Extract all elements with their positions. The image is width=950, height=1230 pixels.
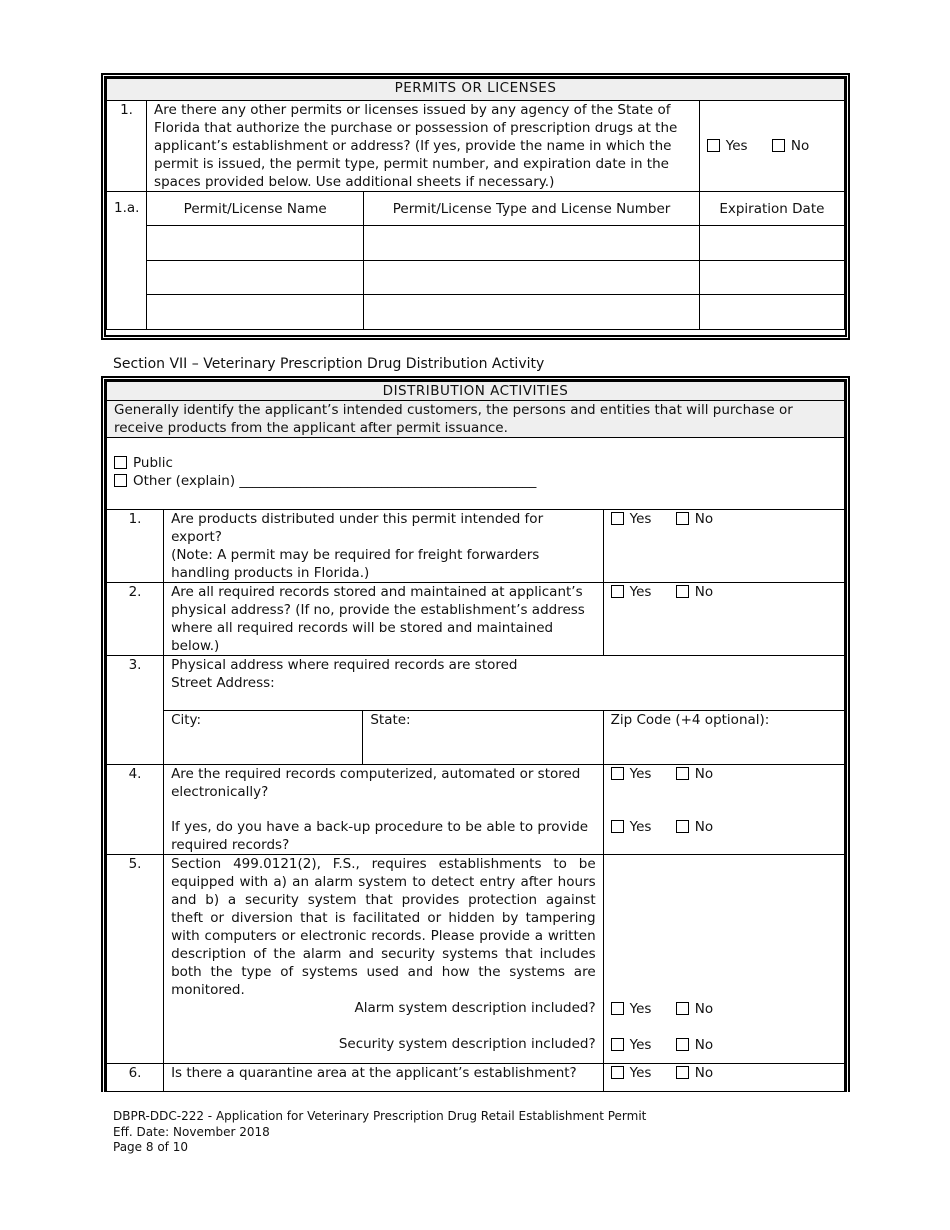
q3-zip-field[interactable] — [603, 711, 844, 765]
q3-city-label: City: — [171, 712, 202, 728]
public-label: Public — [133, 455, 173, 471]
permit-name-field-1[interactable] — [147, 226, 364, 261]
permits-q1a-number — [107, 192, 147, 330]
q5-alarm-yes-no — [611, 1000, 837, 1018]
q5-security-yes-no — [611, 1036, 837, 1054]
permit-type-field-3[interactable] — [364, 295, 699, 330]
permit-name-field-3[interactable] — [147, 295, 364, 330]
permit-type-field-1[interactable] — [364, 226, 699, 261]
no-label: No — [694, 1037, 714, 1053]
col-expiration-date: Expiration Date — [699, 192, 844, 226]
permits-q1a-label: 1.a. — [114, 200, 140, 216]
permit-type-field-2[interactable] — [364, 261, 699, 295]
q5-cell — [164, 855, 604, 1064]
footer-eff-date: Eff. Date: November 2018 — [113, 1124, 270, 1139]
q5-text: Section 499.0121(2), F.S., requires establishments to be equipped with a) an alarm system to detect entry after hours and b) a security system that provides protection against theft or diversion that is facilitated or hidden by tampering with computers or electronic records. Please provide a written description of the alarm and security systems that includes both the type of systems used and how the systems are monitored. — [171, 856, 596, 998]
no-label: No — [694, 1001, 714, 1017]
yes-label: Yes — [629, 1001, 652, 1017]
q2-yes-no — [611, 584, 713, 600]
q2-text: Are all required records stored and maintained at applicant’s physical address? (If no, provide the establishment’s address where all required records will be stored and maintained below.) — [164, 583, 604, 656]
q3-street-cell[interactable] — [164, 656, 845, 711]
no-label: No — [790, 138, 810, 154]
q6-text: Is there a quarantine area at the applicant’s establishment? — [164, 1064, 604, 1092]
q1-note: (Note: A permit may be required for freight forwarders handling products in Florida.) — [171, 547, 540, 581]
expiration-field-3[interactable] — [699, 295, 844, 330]
no-label: No — [694, 511, 714, 527]
other-checkbox[interactable] — [114, 474, 127, 487]
distribution-intro: Generally identify the applicant’s intended customers, the persons and entities that will purchase or receive products from the applicant after permit issuance. — [107, 401, 845, 438]
no-label: No — [694, 766, 714, 782]
permits-q1-text: Are there any other permits or licenses issued by any agency of the State of Florida that authorize the purchase or possession of prescription drugs at the applicant’s establishment or address? (If yes, provide the name in which the permit is issued, the permit type, permit number, and expiration date in the spaces provided below. Use additional sheets if necessary.) — [147, 101, 700, 192]
other-label: Other (explain) ____________________________________________ — [133, 473, 537, 489]
col-permit-type: Permit/License Type and License Number — [364, 192, 699, 226]
q6-number: 6. — [107, 1064, 164, 1092]
permits-q1-yes-no — [707, 138, 809, 154]
q4-sub-text: If yes, do you have a back-up procedure to be able to provide required records? — [171, 819, 589, 853]
yes-label: Yes — [629, 819, 652, 835]
q3-state-field[interactable] — [363, 711, 603, 765]
public-checkbox[interactable] — [114, 456, 127, 469]
q4-yes-checkbox[interactable] — [611, 767, 624, 780]
distribution-table — [101, 376, 850, 1092]
q2-number: 2. — [107, 583, 164, 656]
yes-label: Yes — [629, 584, 652, 600]
customer-options — [107, 438, 845, 510]
q5-security-label: Security system description included? — [338, 1036, 596, 1052]
q4-text: Are the required records computerized, automated or stored electronically? — [171, 766, 581, 800]
q3-number — [107, 656, 164, 765]
q3-label: 3. — [128, 657, 142, 673]
q5-number: 5. — [107, 855, 164, 1064]
q5-security-yes-checkbox[interactable] — [611, 1038, 624, 1051]
q5-alarm-label: Alarm system description included? — [354, 1000, 596, 1016]
q4-cell — [164, 765, 604, 855]
q3-state-label: State: — [370, 712, 411, 728]
q3-zip-label: Zip Code (+4 optional): — [610, 712, 770, 728]
footer-page-number: Page 8 of 10 — [113, 1140, 188, 1154]
no-label: No — [694, 1065, 714, 1081]
yes-label: Yes — [629, 766, 652, 782]
permits-q1-number: 1. — [107, 101, 147, 192]
q2-no-checkbox[interactable] — [676, 585, 689, 598]
q2-yes-checkbox[interactable] — [611, 585, 624, 598]
no-label: No — [694, 584, 714, 600]
q6-yes-checkbox[interactable] — [611, 1066, 624, 1079]
q4-sub-yes-checkbox[interactable] — [611, 820, 624, 833]
distribution-header: DISTRIBUTION ACTIVITIES — [107, 382, 845, 401]
q4-sub-yes-no — [611, 818, 837, 836]
permits-q1-yes-checkbox[interactable] — [707, 139, 720, 152]
expiration-field-1[interactable] — [699, 226, 844, 261]
expiration-field-2[interactable] — [699, 261, 844, 295]
q5-security-no-checkbox[interactable] — [676, 1038, 689, 1051]
q4-sub-no-checkbox[interactable] — [676, 820, 689, 833]
yes-label: Yes — [629, 511, 652, 527]
permit-name-field-2[interactable] — [147, 261, 364, 295]
footer-form-title: DBPR-DDC-222 - Application for Veterinary Prescription Drug Retail Establishment Permit — [113, 1109, 647, 1123]
q6-yes-no — [611, 1065, 713, 1081]
q1-yes-checkbox[interactable] — [611, 512, 624, 525]
no-label: No — [694, 819, 714, 835]
q6-no-checkbox[interactable] — [676, 1066, 689, 1079]
q1-number: 1. — [107, 510, 164, 583]
permits-table — [101, 73, 850, 340]
q4-no-checkbox[interactable] — [676, 767, 689, 780]
q1-text: Are products distributed under this permit intended for export? — [171, 511, 544, 545]
permits-q1-no-checkbox[interactable] — [772, 139, 785, 152]
yes-label: Yes — [629, 1037, 652, 1053]
q4-number: 4. — [107, 765, 164, 855]
q5-alarm-no-checkbox[interactable] — [676, 1002, 689, 1015]
q4-yes-no — [611, 765, 837, 783]
yes-label: Yes — [629, 1065, 652, 1081]
q3-city-field[interactable] — [164, 711, 363, 765]
q3-street-label: Street Address: — [171, 675, 275, 691]
q5-alarm-yes-checkbox[interactable] — [611, 1002, 624, 1015]
q3-text: Physical address where required records are stored — [171, 657, 518, 673]
q1-no-checkbox[interactable] — [676, 512, 689, 525]
q1-cell — [164, 510, 604, 583]
page-footer — [113, 1109, 646, 1156]
col-permit-name: Permit/License Name — [147, 192, 364, 226]
section-vii-title: Section VII – Veterinary Prescription Drug Distribution Activity — [113, 356, 545, 372]
yes-label: Yes — [725, 138, 748, 154]
q1-yes-no — [611, 511, 713, 527]
permits-header: PERMITS OR LICENSES — [107, 79, 845, 101]
